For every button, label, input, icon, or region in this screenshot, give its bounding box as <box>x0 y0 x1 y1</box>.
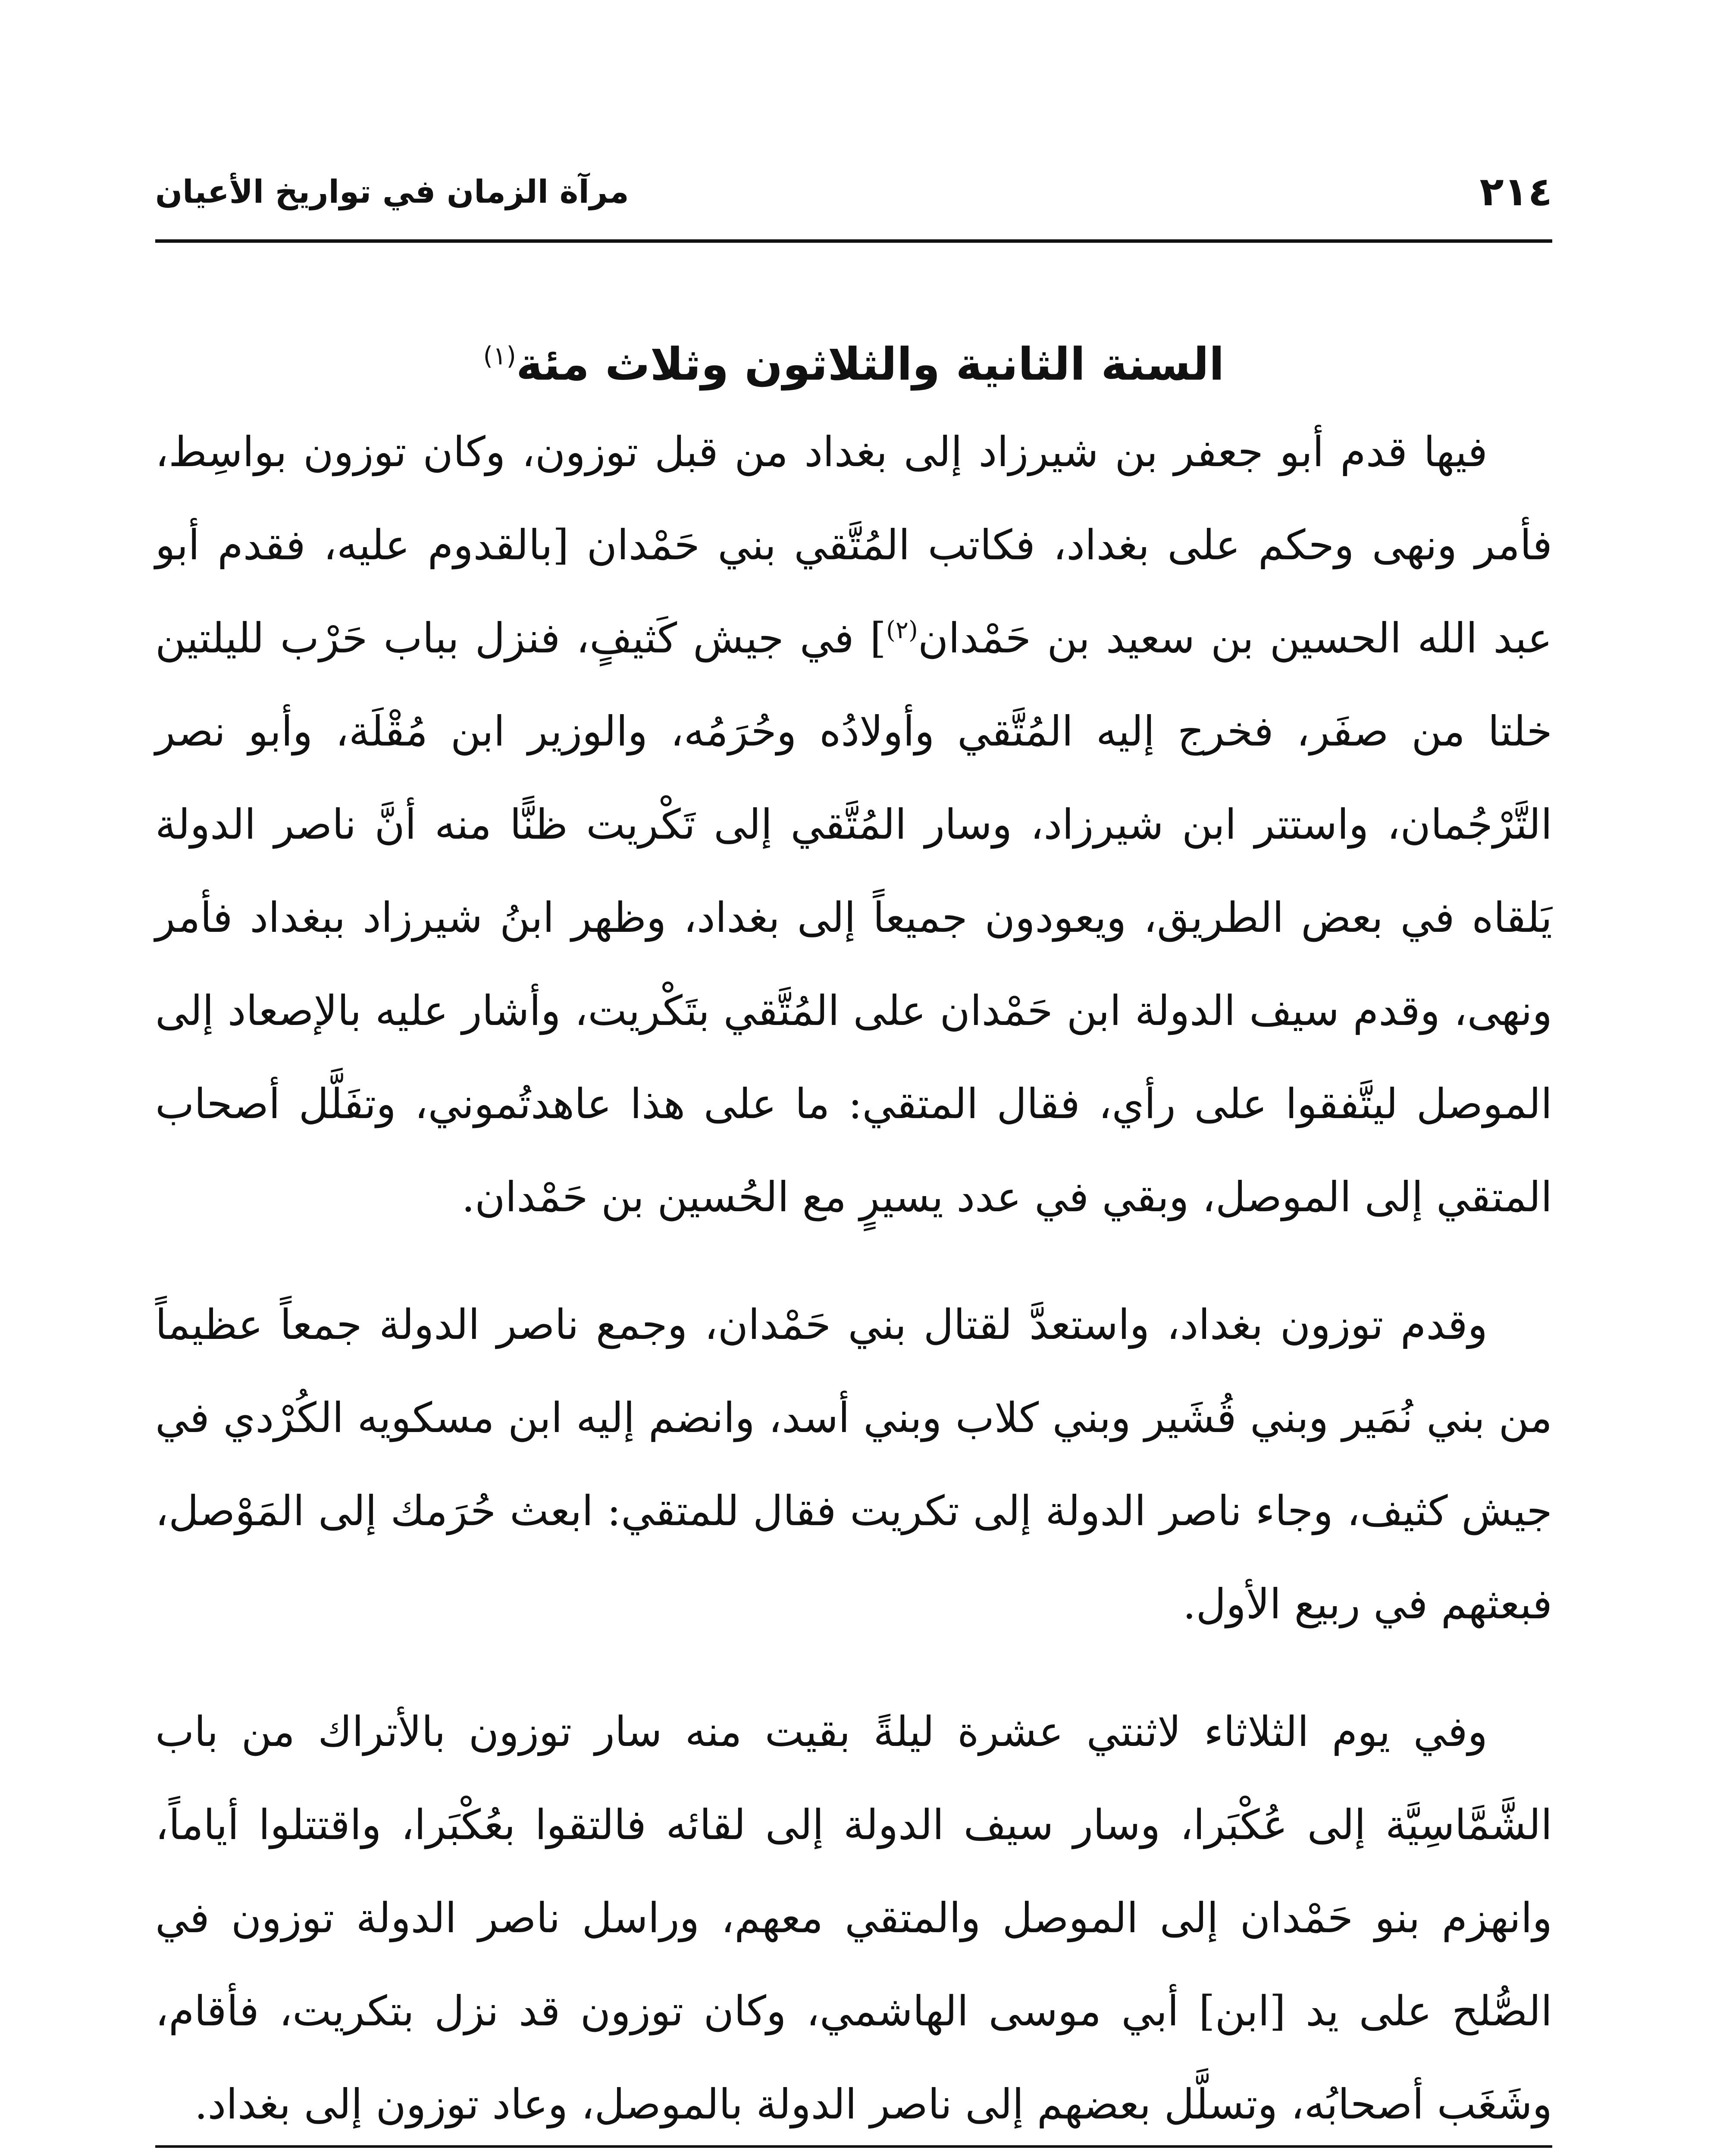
running-head <box>155 160 1552 224</box>
paragraph-1-part-b: ] في جيش كَثيفٍ، فنزل بباب حَرْب لليلتين خلتا من صفَر، فخرج إليه المُتَّقي وأولادُه وحُرَمُه، والوزير ابن مُقْلَة، وأبو نصر التَّرْجُمان، واستتر ابن شيرزاد، وسار المُتَّقي إلى تَكْريت ظنًّا منه أنَّ ناصر الدولة يَلقاه في بعض الطريق، ويعودون جميعاً إلى بغداد، وظهر ابنُ شيرزاد ببغداد فأمر ونهى، وقدم سيف الدولة ابن حَمْدان على المُتَّقي بتَكْريت، وأشار عليه بالإصعاد إلى الموصل ليتَّفقوا على رأي، فقال المتقي: ما على هذا عاهدتُموني، وتفَلَّل أصحاب المتقي إلى الموصل، وبقي في عدد يسيرٍ مع الحُسين بن حَمْدان. <box>155 614 1552 1221</box>
chapter-title-text: السنة الثانية والثلاثون وثلاث مئة <box>516 338 1225 391</box>
footnote-ref-1: (١) <box>483 341 516 370</box>
paragraph-2: وقدم توزون بغداد، واستعدَّ لقتال بني حَمْدان، وجمع ناصر الدولة جمعاً عظيماً من بني نُمَير وبني قُشَير وبني كلاب وبني أسد، وانضم إليه ابن مسكويه الكُرْدي في جيش كثيف، وجاء ناصر الدولة إلى تكريت فقال للمتقي: ابعث حُرَمك إلى المَوْصل، فبعثهم في ربيع الأول. <box>155 1300 1553 1628</box>
footnote-ref-2: (٢) <box>886 616 918 644</box>
body-text <box>155 405 1552 2156</box>
page-number: ٢١٤ <box>1479 169 1552 215</box>
paragraph-1 <box>155 405 1552 1244</box>
paragraph-3: وفي يوم الثلاثاء لاثنتي عشرة ليلةً بقيت منه سار توزون بالأتراك من باب الشَّمَّاسِيَّة إلى عُكْبَرا، وسار سيف الدولة إلى لقائه فالتقوا بعُكْبَرا، واقتتلوا أياماً، وانهزم بنو حَمْدان إلى الموصل والمتقي معهم، وراسل ناصر الدولة توزون في الصُّلح على يد [ابن] أبي موسى الهاشمي، وكان توزون قد نزل بتكريت، فأقام، وشَغَب أصحابُه، وتسلَّل بعضهم إلى ناصر الدولة بالموصل، وعاد توزون إلى بغداد. <box>155 1708 1553 2128</box>
header-divider <box>155 239 1552 243</box>
footnote-divider <box>155 2145 1552 2148</box>
book-title: مرآة الزمان في تواريخ الأعيان <box>155 173 629 210</box>
chapter-title <box>155 319 1552 401</box>
paragraph-1-part-a: فيها قدم أبو جعفر بن شيرزاد إلى بغداد من قبل توزون، وكان توزون بواسِط، فأمر ونهى وحكم على بغداد، فكاتب المُتَّقي بني حَمْدان [بالقدوم عليه، فقدم أبو عبد الله الحسين بن سعيد بن حَمْدان <box>155 428 1553 662</box>
book-page <box>155 129 1552 2156</box>
